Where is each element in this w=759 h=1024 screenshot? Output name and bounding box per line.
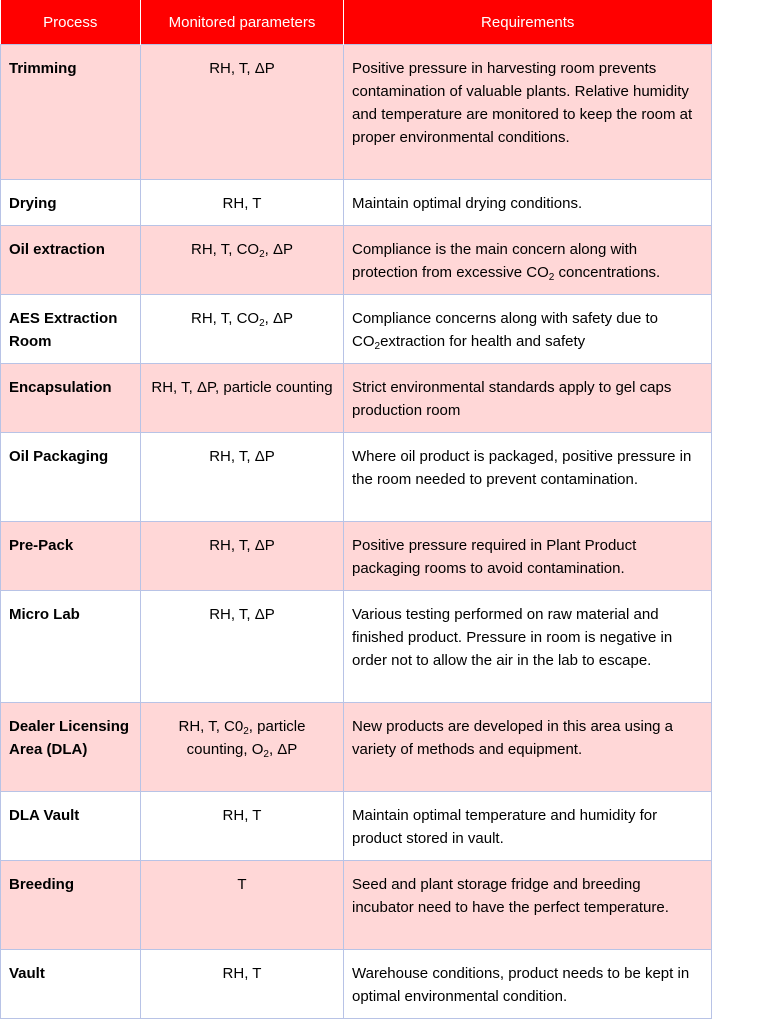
params-cell: RH, T [141,950,344,1019]
table-row [1,522,712,591]
process-cell: Drying [1,180,141,226]
params-cell: T [141,861,344,950]
params-text: , ΔP [268,741,298,758]
requirements-cell [344,226,712,295]
params-cell: RH, T, ΔP [141,45,344,180]
requirements-cell: Positive pressure required in Plant Product packaging rooms to avoid contamination. [344,522,712,591]
requirements-text: Compliance is the main concern along with protection from excessive CO [352,241,638,281]
requirements-cell: New products are developed in this area using a variety of methods and equipment. [344,703,712,792]
table-row [1,364,712,433]
table-row [1,792,712,861]
process-cell: Breeding [1,861,141,950]
params-text: , particle counting, O [186,718,306,758]
params-cell: RH, T, ΔP [141,433,344,522]
requirements-cell: Where oil product is packaged, positive pressure in the room needed to prevent contamination. [344,433,712,522]
params-subscript: 2 [263,749,269,760]
params-cell: RH, T [141,180,344,226]
params-cell: RH, T, ΔP [141,591,344,703]
process-cell: Oil extraction [1,226,141,295]
params-text: RH, T, C0 [178,718,244,735]
table-row [1,226,712,295]
header-process: Process [1,0,141,45]
requirements-cell: Maintain optimal drying conditions. [344,180,712,226]
header-requirements: Requirements [344,0,712,45]
header-monitored-parameters: Monitored parameters [141,0,344,45]
table-row [1,295,712,364]
table-row [1,950,712,1019]
params-subscript: 2 [243,726,249,737]
process-cell: AES Extraction Room [1,295,141,364]
process-cell: Pre-Pack [1,522,141,591]
process-cell: Encapsulation [1,364,141,433]
params-cell [141,295,344,364]
params-text: , ΔP [264,241,293,258]
requirements-cell [344,295,712,364]
header-row [1,0,712,45]
table-body [1,45,712,1019]
requirements-text: concentrations. [554,264,661,281]
table-row [1,861,712,950]
table-row [1,433,712,522]
table-header [1,0,712,45]
requirements-subscript: 2 [548,272,555,283]
requirements-cell: Various testing performed on raw material and finished product. Pressure in room is negative in order not to allow the air in the lab to escape. [344,591,712,703]
process-cell: Micro Lab [1,591,141,703]
table-row [1,591,712,703]
table-row [1,45,712,180]
requirements-cell: Maintain optimal temperature and humidity for product stored in vault. [344,792,712,861]
process-cell: DLA Vault [1,792,141,861]
requirements-text: Compliance concerns along with safety due to CO [352,310,659,350]
requirements-cell: Strict environmental standards apply to gel caps production room [344,364,712,433]
process-cell: Vault [1,950,141,1019]
requirements-cell: Seed and plant storage fridge and breeding incubator need to have the perfect temperature. [344,861,712,950]
table-row [1,180,712,226]
params-text: RH, T, CO [191,241,260,258]
params-subscript: 2 [259,318,265,329]
params-cell [141,703,344,792]
params-cell: RH, T [141,792,344,861]
requirements-cell: Positive pressure in harvesting room prevents contamination of valuable plants. Relative humidity and temperature are monitored to keep the room at proper environmental conditions. [344,45,712,180]
requirements-subscript: 2 [374,341,381,352]
params-text: , ΔP [264,310,293,327]
process-cell: Dealer Licensing Area (DLA) [1,703,141,792]
process-cell: Trimming [1,45,141,180]
params-cell: RH, T, ΔP [141,522,344,591]
table-row [1,703,712,792]
params-cell: RH, T, ΔP, particle counting [141,364,344,433]
process-cell: Oil Packaging [1,433,141,522]
params-cell [141,226,344,295]
requirements-text: extraction for health and safety [380,333,586,350]
params-text: RH, T, CO [191,310,260,327]
requirements-cell: Warehouse conditions, product needs to be kept in optimal environmental condition. [344,950,712,1019]
params-subscript: 2 [259,249,265,260]
